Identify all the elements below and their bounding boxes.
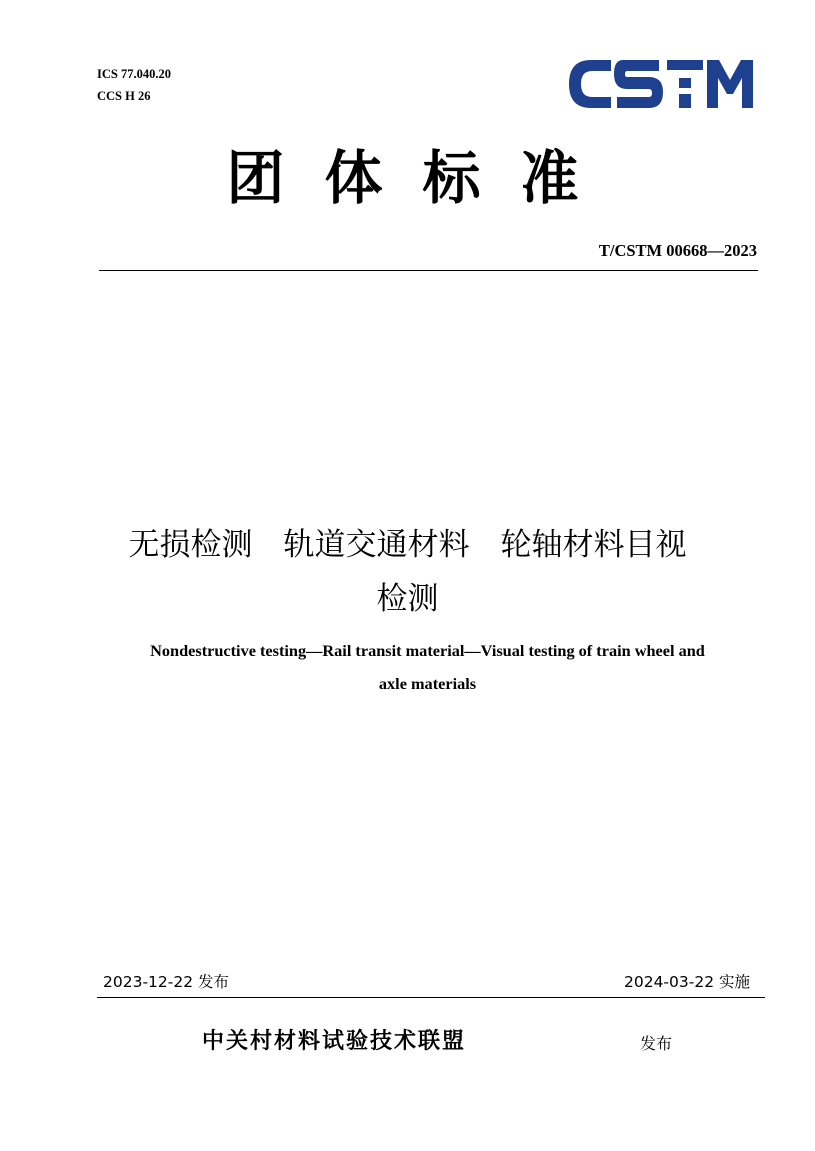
- title-chinese-line2: 检测: [376, 581, 439, 617]
- title-english-line2: axle materials: [378, 674, 477, 693]
- standard-type-heading: 团体标准: [226, 144, 619, 212]
- cstm-logo: [567, 58, 755, 110]
- header-divider: [99, 270, 758, 271]
- ccs-code: CCS H 26: [97, 89, 151, 103]
- classification-codes: [97, 63, 171, 107]
- title-english-line1: Nondestructive testing—Rail transit material—Visual testing of train wheel and: [150, 641, 705, 660]
- title-chinese-line1: 无损检测 轨道交通材料 轮轴材料目视: [128, 527, 687, 563]
- implementation-date: 2024-03-22 实施: [623, 973, 750, 991]
- publisher-name: 中关村材料试验技术联盟: [202, 1029, 467, 1054]
- footer-divider: [97, 997, 765, 998]
- publisher-action: 发布: [640, 1034, 673, 1053]
- title-english: [95, 634, 760, 700]
- ics-code: ICS 77.040.20: [97, 67, 171, 81]
- title-chinese: [80, 518, 735, 626]
- issue-date: 2023-12-22 发布: [103, 973, 230, 991]
- standard-number: T/CSTM 00668—2023: [598, 241, 757, 260]
